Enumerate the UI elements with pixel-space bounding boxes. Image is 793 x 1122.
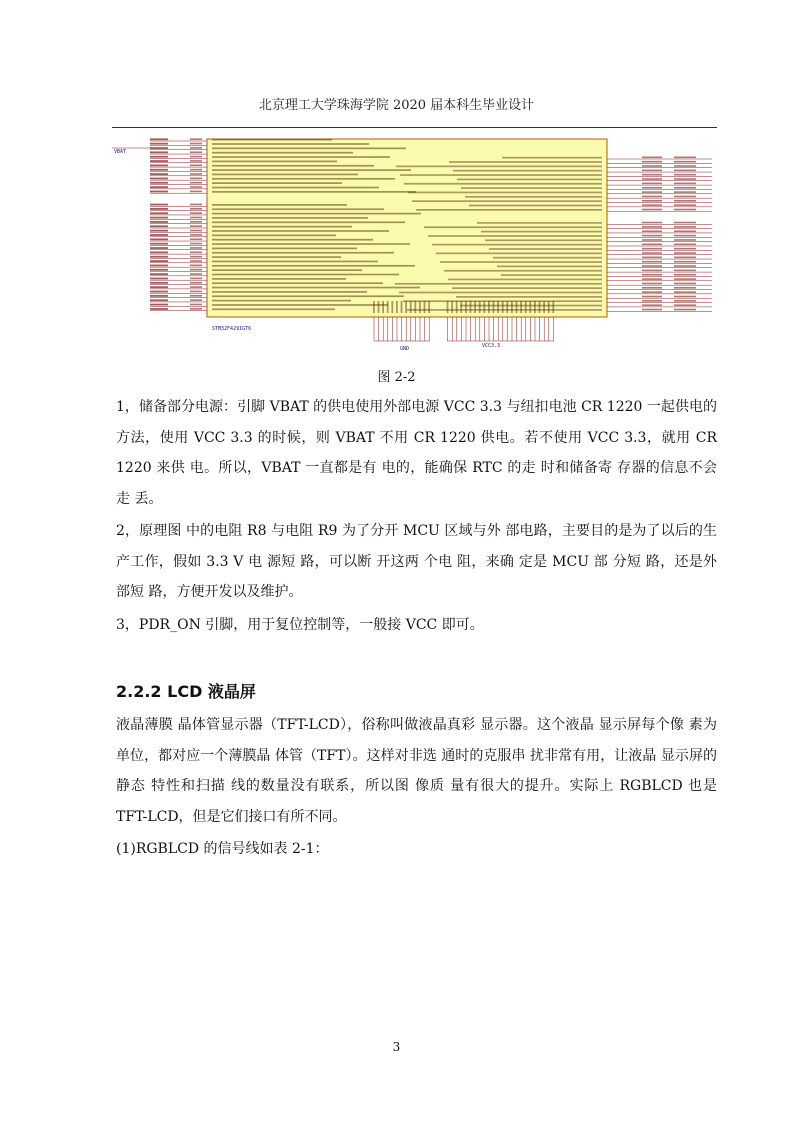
left-pin-number-mark — [190, 225, 202, 227]
left-pin-number-mark — [190, 269, 202, 271]
left-pin-label-mark — [150, 299, 168, 301]
chip-right-text-mark — [424, 226, 602, 228]
right-pin-label-mark — [642, 248, 662, 250]
right-pin-net-mark — [674, 291, 696, 293]
chip-right-text-mark — [469, 205, 602, 207]
left-pin-number-mark — [190, 304, 202, 306]
chip-right-text-mark — [457, 179, 602, 181]
right-pin-net-mark — [674, 257, 696, 259]
figure-caption: 图 2-2 — [377, 370, 416, 385]
bottom-pin-text-mark — [516, 301, 518, 313]
schematic-figure — [112, 131, 717, 354]
chip-left-text-mark — [212, 217, 368, 219]
left-pin-label-mark — [150, 247, 168, 249]
chip-left-text-mark — [212, 308, 335, 310]
left-pin-label-mark — [150, 252, 168, 254]
left-pin-number-mark — [190, 186, 202, 188]
left-pin-label-mark — [150, 212, 168, 214]
right-pin-net-mark — [674, 252, 696, 254]
left-pin-label-mark — [150, 191, 168, 193]
right-pin-net-mark — [674, 265, 696, 267]
right-pin-label-mark — [642, 291, 662, 293]
bottom-pin-text-mark — [456, 301, 458, 313]
bottom-pin-text-mark — [414, 301, 416, 313]
right-pin-label-mark — [642, 261, 662, 263]
chip-left-text-mark — [212, 143, 369, 145]
chip-left-text-mark — [212, 261, 378, 263]
left-pin-label-mark — [150, 165, 168, 167]
left-pin-number-mark — [190, 178, 202, 180]
chip-left-text-mark — [212, 226, 352, 228]
schematic-diagram — [112, 131, 717, 354]
chip-right-text-mark — [396, 166, 602, 168]
right-pin-label-mark — [642, 252, 662, 254]
bottom-pin-text-mark — [543, 301, 545, 313]
right-pin-net-mark — [674, 235, 696, 237]
page-number: 3 — [392, 1040, 401, 1054]
bottom-pin-text-mark — [378, 301, 380, 313]
left-pin-number-mark — [190, 173, 202, 175]
right-pin-label-mark — [642, 157, 662, 159]
right-pin-label-mark — [642, 178, 662, 180]
chip-left-text-mark — [212, 282, 383, 284]
chip-right-text-mark — [489, 248, 602, 250]
chip-left-text-mark — [212, 165, 374, 167]
left-pin-label-mark — [150, 208, 168, 210]
chip-right-text-mark — [461, 187, 602, 189]
right-pin-label-mark — [642, 270, 662, 272]
right-pin-net-mark — [674, 300, 696, 302]
bottom-pin-text-mark — [401, 301, 403, 313]
chip-right-text-mark — [481, 231, 602, 233]
chip-left-text-mark — [212, 252, 394, 254]
bottom-pin-text-mark — [483, 301, 485, 313]
chip-left-text-mark — [212, 239, 373, 241]
chip-right-text-mark — [440, 261, 602, 263]
chip-right-text-mark — [493, 257, 602, 259]
chip-left-text-mark — [212, 152, 353, 154]
chip-left-text-mark — [212, 295, 404, 297]
left-pin-number-mark — [190, 143, 202, 145]
right-pin-net-mark — [674, 248, 696, 250]
chip-left-text-mark — [212, 248, 357, 250]
left-pin-label-mark — [150, 282, 168, 284]
left-pin-label-mark — [150, 182, 168, 184]
right-pin-net-mark — [674, 230, 696, 232]
left-pin-number-mark — [190, 212, 202, 214]
left-pin-number-mark — [190, 169, 202, 171]
left-pin-label-mark — [150, 178, 168, 180]
paragraph-vbat: 1，储备部分电源：引脚 VBAT 的供电使用外部电源 VCC 3.3 与纽扣电池 CR 1220 一起供电的方法，使用 VCC 3.3 的时候，则 VBAT 不用 CR 1220 供电。若不使用 VCC 3.3，就用 CR 1220 来供 电。所以，VBAT 一直都是有 电的，能确保 RTC 的走 时和储备寄 存器的信息不会走 丢。 — [116, 399, 717, 507]
left-pin-label-mark — [150, 217, 168, 219]
left-pin-number-mark — [190, 243, 202, 245]
left-pin-number-mark — [190, 208, 202, 210]
right-pin-label-mark — [642, 209, 662, 211]
bottom-pin-text-mark — [451, 301, 453, 313]
chip-right-text-mark — [465, 196, 602, 198]
bottom-pin-text-mark — [488, 301, 490, 313]
paragraph-tft-lcd: 液晶薄膜 晶体管显示器（TFT-LCD），俗称叫做液晶真彩 显示器。这个液晶 显示屏每个像 素为单位，都对应一个薄膜晶 体管（TFT）。这样对非选 通时的克服串 扰非常有用，让液晶 显示屏的静态 特性和扫描 线的数量没有联系，所以图 像质 量有很大的提升。实际上 RGBLCD 也是 TFT-LCD，但是它们接口有所不同。 — [116, 717, 717, 825]
left-pin-number-mark — [190, 217, 202, 219]
page-header: 北京理工大学珠海学院 2020 届本科生毕业设计 — [258, 98, 535, 113]
left-pin-label-mark — [150, 173, 168, 175]
chip-right-text-mark — [407, 309, 602, 311]
chip-left-text-mark — [212, 139, 332, 141]
chip-right-text-mark — [501, 274, 602, 276]
chip-right-text-mark — [404, 183, 602, 185]
bottom-pin-text-mark — [405, 301, 407, 313]
left-pin-label-mark — [150, 204, 168, 206]
right-pin-net-mark — [674, 278, 696, 280]
left-pin-label-mark — [150, 169, 168, 171]
chip-left-text-mark — [212, 178, 395, 180]
bottom-pin-text-mark — [520, 301, 522, 313]
left-pin-label-mark — [150, 221, 168, 223]
left-pin-number-mark — [190, 299, 202, 301]
right-pin-label-mark — [642, 170, 662, 172]
right-pin-net-mark — [674, 309, 696, 311]
left-pin-label-mark — [150, 256, 168, 258]
chip-left-text-mark — [212, 221, 405, 223]
right-pin-net-mark — [674, 283, 696, 285]
right-pin-label-mark — [642, 304, 662, 306]
left-pin-number-mark — [190, 230, 202, 232]
chip-left-text-mark — [212, 304, 388, 306]
left-pin-number-mark — [190, 151, 202, 153]
right-pin-label-mark — [642, 161, 662, 163]
left-pin-label-mark — [150, 278, 168, 280]
right-pin-label-mark — [642, 296, 662, 298]
left-pin-label-mark — [150, 230, 168, 232]
right-pin-label-mark — [642, 309, 662, 311]
right-pin-net-mark — [674, 170, 696, 172]
right-pin-label-mark — [642, 226, 662, 228]
left-pin-number-mark — [190, 138, 202, 140]
left-pin-label-mark — [150, 295, 168, 297]
chip-left-text-mark — [212, 235, 336, 237]
bottom-pin-text-mark — [506, 301, 508, 313]
chip-right-text-mark — [449, 161, 602, 163]
right-pin-label-mark — [642, 235, 662, 237]
chip-left-text-mark — [212, 278, 346, 280]
chip-left-text-mark — [212, 269, 362, 271]
left-pin-label-mark — [150, 160, 168, 162]
right-pin-net-mark — [674, 261, 696, 263]
chip-label: STM32F429IGT6 — [212, 326, 252, 332]
right-pin-net-mark — [674, 183, 696, 185]
net-label-vbat: VBAT — [114, 149, 127, 155]
left-pin-label-mark — [150, 273, 168, 275]
left-pin-label-mark — [150, 291, 168, 293]
bottom-pin-text-mark — [373, 301, 375, 313]
right-pin-net-mark — [674, 244, 696, 246]
chip-right-text-mark — [485, 239, 602, 241]
right-pin-label-mark — [642, 239, 662, 241]
chip-right-text-mark — [460, 305, 602, 307]
left-pin-label-mark — [150, 269, 168, 271]
right-pin-label-mark — [642, 257, 662, 259]
left-pin-label-mark — [150, 234, 168, 236]
left-pin-number-mark — [190, 165, 202, 167]
chip-left-text-mark — [212, 174, 358, 176]
left-pin-label-mark — [150, 286, 168, 288]
chip-right-text-mark — [448, 279, 602, 281]
right-pin-label-mark — [642, 196, 662, 198]
right-pin-label-mark — [642, 174, 662, 176]
right-pin-label-mark — [642, 191, 662, 193]
chip-right-text-mark — [444, 270, 602, 272]
right-pin-net-mark — [674, 196, 696, 198]
chip-right-text-mark — [403, 300, 602, 302]
section-title: 2.2.2 LCD 液晶屏 — [116, 682, 256, 701]
right-pin-label-mark — [642, 278, 662, 280]
left-pin-label-mark — [150, 138, 168, 140]
right-pin-label-mark — [642, 287, 662, 289]
right-pin-net-mark — [674, 157, 696, 159]
chip-left-text-mark — [212, 182, 342, 184]
chip-right-text-mark — [408, 192, 602, 194]
chip-left-text-mark — [212, 169, 411, 171]
left-pin-label-mark — [150, 151, 168, 153]
left-pin-number-mark — [190, 295, 202, 297]
bottom-pin-text-mark — [479, 301, 481, 313]
right-pin-net-mark — [674, 270, 696, 272]
chip-left-text-mark — [212, 265, 415, 267]
bottom-pin-text-mark — [525, 301, 527, 313]
chip-right-text-mark — [395, 283, 602, 285]
left-pin-label-mark — [150, 156, 168, 158]
bottom-pin-text-mark — [396, 301, 398, 313]
chip-right-text-mark — [502, 157, 602, 159]
left-pin-label-mark — [150, 143, 168, 145]
left-pin-number-mark — [190, 247, 202, 249]
left-pin-number-mark — [190, 160, 202, 162]
chip-left-text-mark — [212, 191, 416, 193]
chip-left-text-mark — [212, 291, 367, 293]
right-pin-label-mark — [642, 274, 662, 276]
bottom-pin-text-mark — [511, 301, 513, 313]
right-pin-net-mark — [674, 304, 696, 306]
left-pin-label-mark — [150, 225, 168, 227]
chip-left-text-mark — [212, 287, 420, 289]
right-pin-label-mark — [642, 165, 662, 167]
right-pin-net-mark — [674, 187, 696, 189]
left-pin-label-mark — [150, 238, 168, 240]
chip-left-text-mark — [212, 204, 347, 206]
chip-left-text-mark — [212, 187, 379, 189]
right-pin-net-mark — [674, 209, 696, 211]
chip-left-text-mark — [212, 148, 406, 150]
left-pin-number-mark — [190, 282, 202, 284]
right-pin-net-mark — [674, 226, 696, 228]
left-pin-number-mark — [190, 221, 202, 223]
net-label-vcc: VCC3.3 — [482, 343, 501, 349]
chip-left-text-mark — [212, 256, 341, 258]
chip-right-text-mark — [428, 235, 602, 237]
right-pin-net-mark — [674, 239, 696, 241]
chip-left-text-mark — [212, 274, 399, 276]
left-pin-label-mark — [150, 308, 168, 310]
bottom-pin-text-mark — [552, 301, 554, 313]
chip-left-text-mark — [212, 213, 421, 215]
bottom-pin-text-mark — [391, 301, 393, 313]
bottom-pin-text-mark — [529, 301, 531, 313]
right-pin-net-mark — [674, 204, 696, 206]
bottom-pin-text-mark — [534, 301, 536, 313]
right-pin-label-mark — [642, 183, 662, 185]
bottom-pin-text-mark — [470, 301, 472, 313]
right-pin-label-mark — [642, 283, 662, 285]
chip-left-text-mark — [212, 161, 337, 163]
bottom-pin-text-mark — [465, 301, 467, 313]
bottom-pin-text-mark — [382, 301, 384, 313]
right-pin-label-mark — [642, 222, 662, 224]
paragraph-rgblcd-signals: (1)RGBLCD 的信号线如表 2-1： — [116, 841, 329, 857]
chip-left-text-mark — [212, 156, 390, 158]
left-pin-number-mark — [190, 256, 202, 258]
left-pin-number-mark — [190, 286, 202, 288]
paragraph-pdr-on: 3，PDR_ON 引脚，用于复位控制等，一般接 VCC 即可。 — [116, 617, 484, 633]
bottom-pin-text-mark — [428, 301, 430, 313]
right-pin-label-mark — [642, 265, 662, 267]
right-pin-net-mark — [674, 200, 696, 202]
left-pin-number-mark — [190, 182, 202, 184]
left-pin-number-mark — [190, 273, 202, 275]
bottom-pin-text-mark — [410, 301, 412, 313]
left-pin-number-mark — [190, 238, 202, 240]
bottom-pin-text-mark — [460, 301, 462, 313]
chip-right-text-mark — [399, 292, 602, 294]
chip-right-text-mark — [453, 170, 602, 172]
chip-right-text-mark — [456, 296, 602, 298]
left-pin-number-mark — [190, 252, 202, 254]
bottom-pin-text-mark — [548, 301, 550, 313]
paragraph-resistors: 2，原理图 中的电阻 R8 与电阻 R9 为了分开 MCU 区域与外 部电路，主要目的是为了以后的生产工作，假如 3.3 V 电 源短 路，可以断 开这两 个电 阻，来确 定是 MCU 部 分短 路，还是外 部短 路，方便开发以及维护。 — [116, 523, 717, 600]
right-pin-net-mark — [674, 287, 696, 289]
left-pin-label-mark — [150, 304, 168, 306]
bottom-pin-text-mark — [539, 301, 541, 313]
chip-left-text-mark — [212, 208, 384, 210]
left-pin-number-mark — [190, 308, 202, 310]
chip-right-text-mark — [477, 222, 602, 224]
right-pin-net-mark — [674, 191, 696, 193]
bottom-pin-text-mark — [474, 301, 476, 313]
header-rule — [112, 127, 717, 128]
left-pin-number-mark — [190, 204, 202, 206]
right-pin-net-mark — [674, 178, 696, 180]
right-pin-label-mark — [642, 230, 662, 232]
left-pin-number-mark — [190, 234, 202, 236]
left-pin-number-mark — [190, 260, 202, 262]
chip-right-text-mark — [436, 253, 602, 255]
left-pin-number-mark — [190, 147, 202, 149]
right-pin-net-mark — [674, 174, 696, 176]
left-pin-label-mark — [150, 243, 168, 245]
chip-right-text-mark — [432, 244, 602, 246]
bottom-pin-text-mark — [447, 301, 449, 313]
chip-right-text-mark — [412, 200, 602, 202]
chip-left-text-mark — [212, 243, 410, 245]
right-pin-net-mark — [674, 274, 696, 276]
right-pin-net-mark — [674, 296, 696, 298]
right-pin-label-mark — [642, 300, 662, 302]
chip-right-text-mark — [497, 266, 602, 268]
left-pin-label-mark — [150, 260, 168, 262]
right-pin-net-mark — [674, 161, 696, 163]
left-pin-label-mark — [150, 147, 168, 149]
net-label-gnd: GND — [400, 346, 410, 352]
left-pin-number-mark — [190, 265, 202, 267]
left-pin-label-mark — [150, 186, 168, 188]
right-pin-label-mark — [642, 187, 662, 189]
bottom-pin-text-mark — [387, 301, 389, 313]
left-pin-number-mark — [190, 156, 202, 158]
bottom-pin-text-mark — [419, 301, 421, 313]
right-pin-label-mark — [642, 204, 662, 206]
right-pin-net-mark — [674, 222, 696, 224]
bottom-pin-text-mark — [502, 301, 504, 313]
right-pin-net-mark — [674, 165, 696, 167]
chip-right-text-mark — [400, 174, 602, 176]
right-pin-label-mark — [642, 244, 662, 246]
bottom-pin-text-mark — [424, 301, 426, 313]
left-pin-label-mark — [150, 265, 168, 267]
left-pin-number-mark — [190, 278, 202, 280]
chip-left-text-mark — [212, 300, 351, 302]
left-pin-number-mark — [190, 191, 202, 193]
bottom-pin-text-mark — [497, 301, 499, 313]
chip-right-text-mark — [416, 209, 602, 211]
chip-right-text-mark — [452, 287, 602, 289]
chip-left-text-mark — [212, 230, 389, 232]
bottom-pin-text-mark — [493, 301, 495, 313]
left-pin-number-mark — [190, 291, 202, 293]
right-pin-label-mark — [642, 200, 662, 202]
